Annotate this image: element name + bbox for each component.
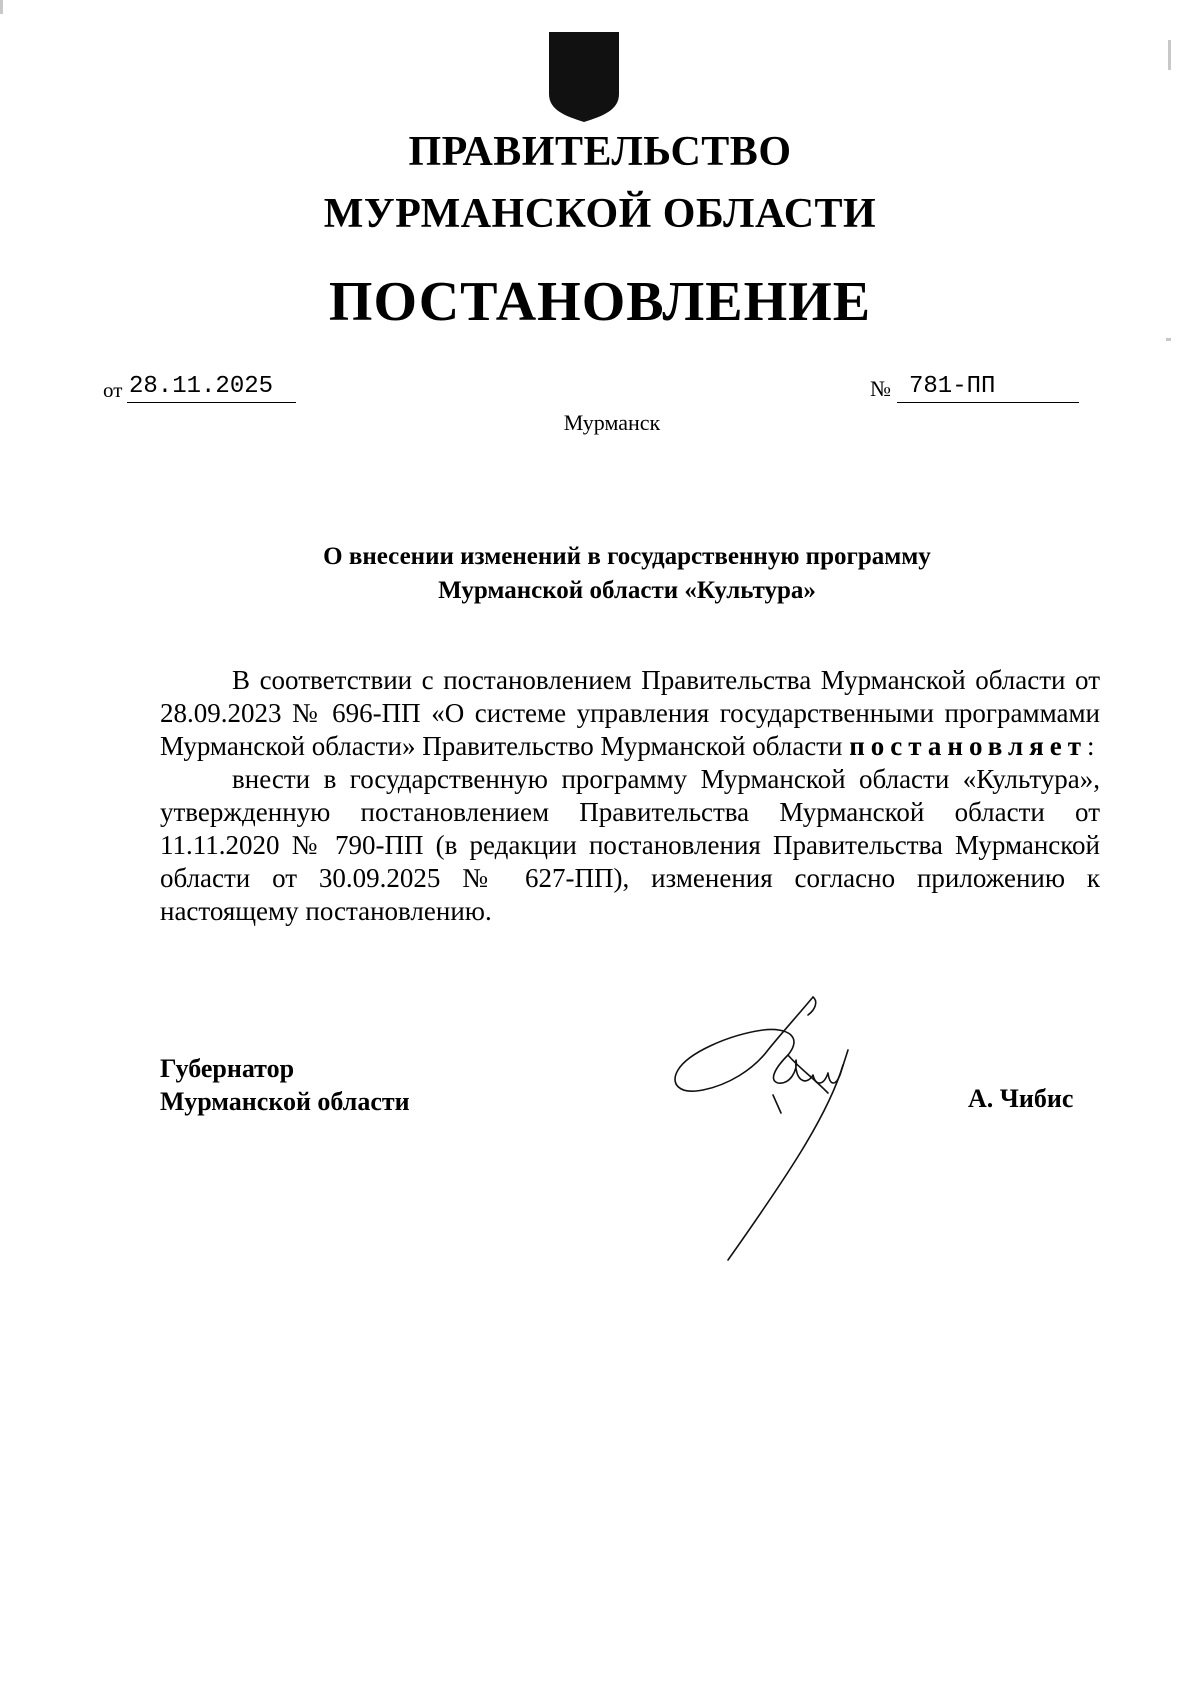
- document-type-heading: ПОСТАНОВЛЕНИЕ: [328, 271, 872, 333]
- signatory-position-line2: Мурманской области: [160, 1087, 410, 1116]
- resolves-colon: :: [1087, 731, 1095, 761]
- document-title-line1: О внесении изменений в государственную программу: [323, 543, 931, 570]
- signatory-name: А. Чибис: [968, 1084, 1074, 1113]
- resolves-word: постановляет: [849, 731, 1087, 761]
- number-label: №: [870, 376, 891, 401]
- city-label: Мурманск: [563, 410, 661, 435]
- government-title-line2: МУРМАНСКОЙ ОБЛАСТИ: [323, 191, 877, 237]
- scan-artifact-mark: [0, 0, 3, 14]
- government-title-line1: ПРАВИТЕЛЬСТВО: [408, 129, 792, 175]
- preamble-paragraph: [160, 664, 1100, 763]
- document-title: [0, 540, 1200, 608]
- document-body: [160, 664, 1100, 928]
- scan-artifact-mark: [1168, 40, 1171, 70]
- resolution-paragraph: внести в государственную программу Мурманской области «Культура», утвержденную постановлением Правительства Мурманской области от 11.11.2020 № 790-ПП (в редакции постановления Правительства Мурманской области от 30.09.2025 № 627-ПП), изменения согласно приложению к настоящему постановлению.: [160, 764, 1100, 926]
- date-label: от: [103, 378, 123, 402]
- document-date: 28.11.2025: [127, 372, 296, 403]
- preamble-text: В соответствии с постановлением Правительства Мурманской области от 28.09.2023 № 696-ПП «О системе управления государственными программами Мурманской области» Правительство Мурманской области: [160, 665, 1100, 761]
- document-title-line2: Мурманской области «Культура»: [438, 577, 816, 604]
- coat-of-arms-icon: [547, 30, 621, 124]
- signature-icon: [668, 995, 908, 1265]
- document-number: 781-ПП: [897, 372, 1079, 403]
- signatory-position-line1: Губернатор: [160, 1054, 295, 1083]
- signatory-position: [160, 1052, 410, 1118]
- scan-artifact-mark: [1166, 338, 1171, 341]
